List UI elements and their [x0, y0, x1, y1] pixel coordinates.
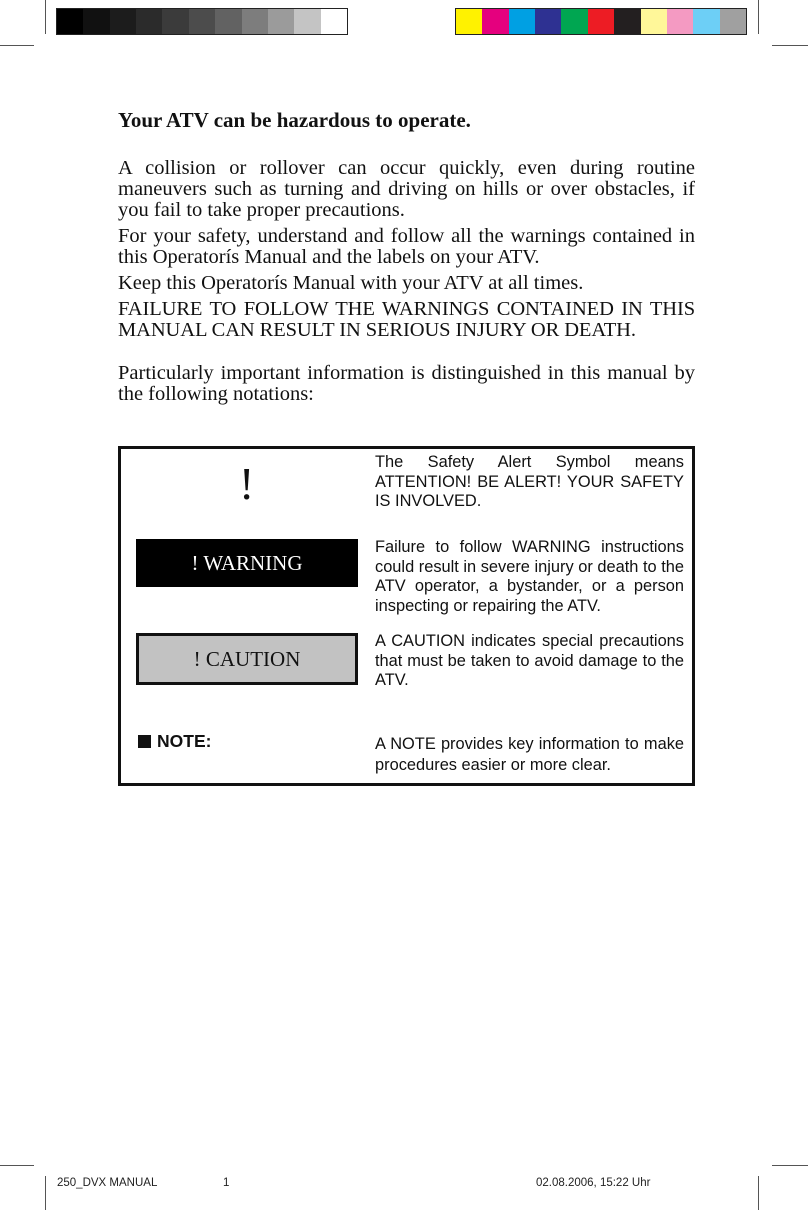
paragraph-keep-manual: Keep this Operatorís Manual with your ATV at all times.	[118, 272, 584, 294]
caution-label: ! CAUTION	[136, 633, 358, 685]
gray-swatch	[83, 9, 109, 34]
process-color-bar	[455, 8, 747, 35]
color-swatch	[667, 9, 693, 34]
note-description: A NOTE provides key information to make procedures easier or more clear.	[375, 735, 684, 774]
gray-swatch	[215, 9, 241, 34]
crop-mark	[0, 45, 34, 46]
warning-description: Failure to follow WARNING instructions could result in severe injury or death to the ATV operator, a bystander, or a person inspecting or repairing the ATV.	[375, 538, 684, 615]
gray-swatch	[189, 9, 215, 34]
gray-swatch	[268, 9, 294, 34]
color-swatch	[482, 9, 508, 34]
caution-description: A CAUTION indicates special precautions that must be taken to avoid damage to the ATV.	[375, 632, 684, 689]
crop-mark	[772, 1165, 808, 1166]
paragraph-collision: A collision or rollover can occur quickly, even during routine maneuvers such as turning and driving on hills or over obstacles, if you fail to take proper precautions.	[118, 157, 695, 221]
gray-swatch	[162, 9, 188, 34]
color-swatch	[614, 9, 640, 34]
crop-mark	[45, 1176, 46, 1210]
color-swatch	[456, 9, 482, 34]
square-bullet-icon	[138, 735, 151, 748]
color-swatch	[693, 9, 719, 34]
crop-mark	[45, 0, 46, 34]
grayscale-color-bar	[56, 8, 348, 35]
paragraph-safety: For your safety, understand and follow all the warnings contained in this Operatorís Manual and the labels on your ATV.	[118, 225, 695, 268]
gray-swatch	[321, 9, 347, 34]
gray-swatch	[136, 9, 162, 34]
color-swatch	[720, 9, 746, 34]
crop-mark	[758, 1176, 759, 1210]
footer-page-number: 1	[223, 1177, 230, 1189]
crop-mark	[758, 0, 759, 34]
note-label-text: NOTE:	[157, 731, 212, 751]
footer-filename: 250_DVX MANUAL	[57, 1177, 158, 1189]
color-swatch	[641, 9, 667, 34]
page-title: Your ATV can be hazardous to operate.	[118, 108, 471, 132]
notations-box	[118, 446, 695, 786]
safety-alert-symbol: !	[239, 458, 255, 509]
color-swatch	[588, 9, 614, 34]
gray-swatch	[110, 9, 136, 34]
color-swatch	[535, 9, 561, 34]
alert-description: The Safety Alert Symbol means ATTENTION! BE ALERT! YOUR SAFETY IS INVOLVED.	[375, 453, 684, 510]
paragraph-notations-intro: Particularly important information is distinguished in this manual by the following notations:	[118, 362, 695, 405]
color-swatch	[509, 9, 535, 34]
gray-swatch	[294, 9, 320, 34]
paragraph-failure-warning: FAILURE TO FOLLOW THE WARNINGS CONTAINED IN THIS MANUAL CAN RESULT IN SERIOUS INJURY OR DEATH.	[118, 298, 695, 341]
footer-timestamp: 02.08.2006, 15:22 Uhr	[536, 1177, 651, 1189]
warning-label: ! WARNING	[136, 539, 358, 587]
main-content	[118, 108, 695, 410]
crop-mark	[0, 1165, 34, 1166]
gray-swatch	[57, 9, 83, 34]
gray-swatch	[242, 9, 268, 34]
color-swatch	[561, 9, 587, 34]
note-label	[138, 731, 211, 752]
crop-mark	[772, 45, 808, 46]
